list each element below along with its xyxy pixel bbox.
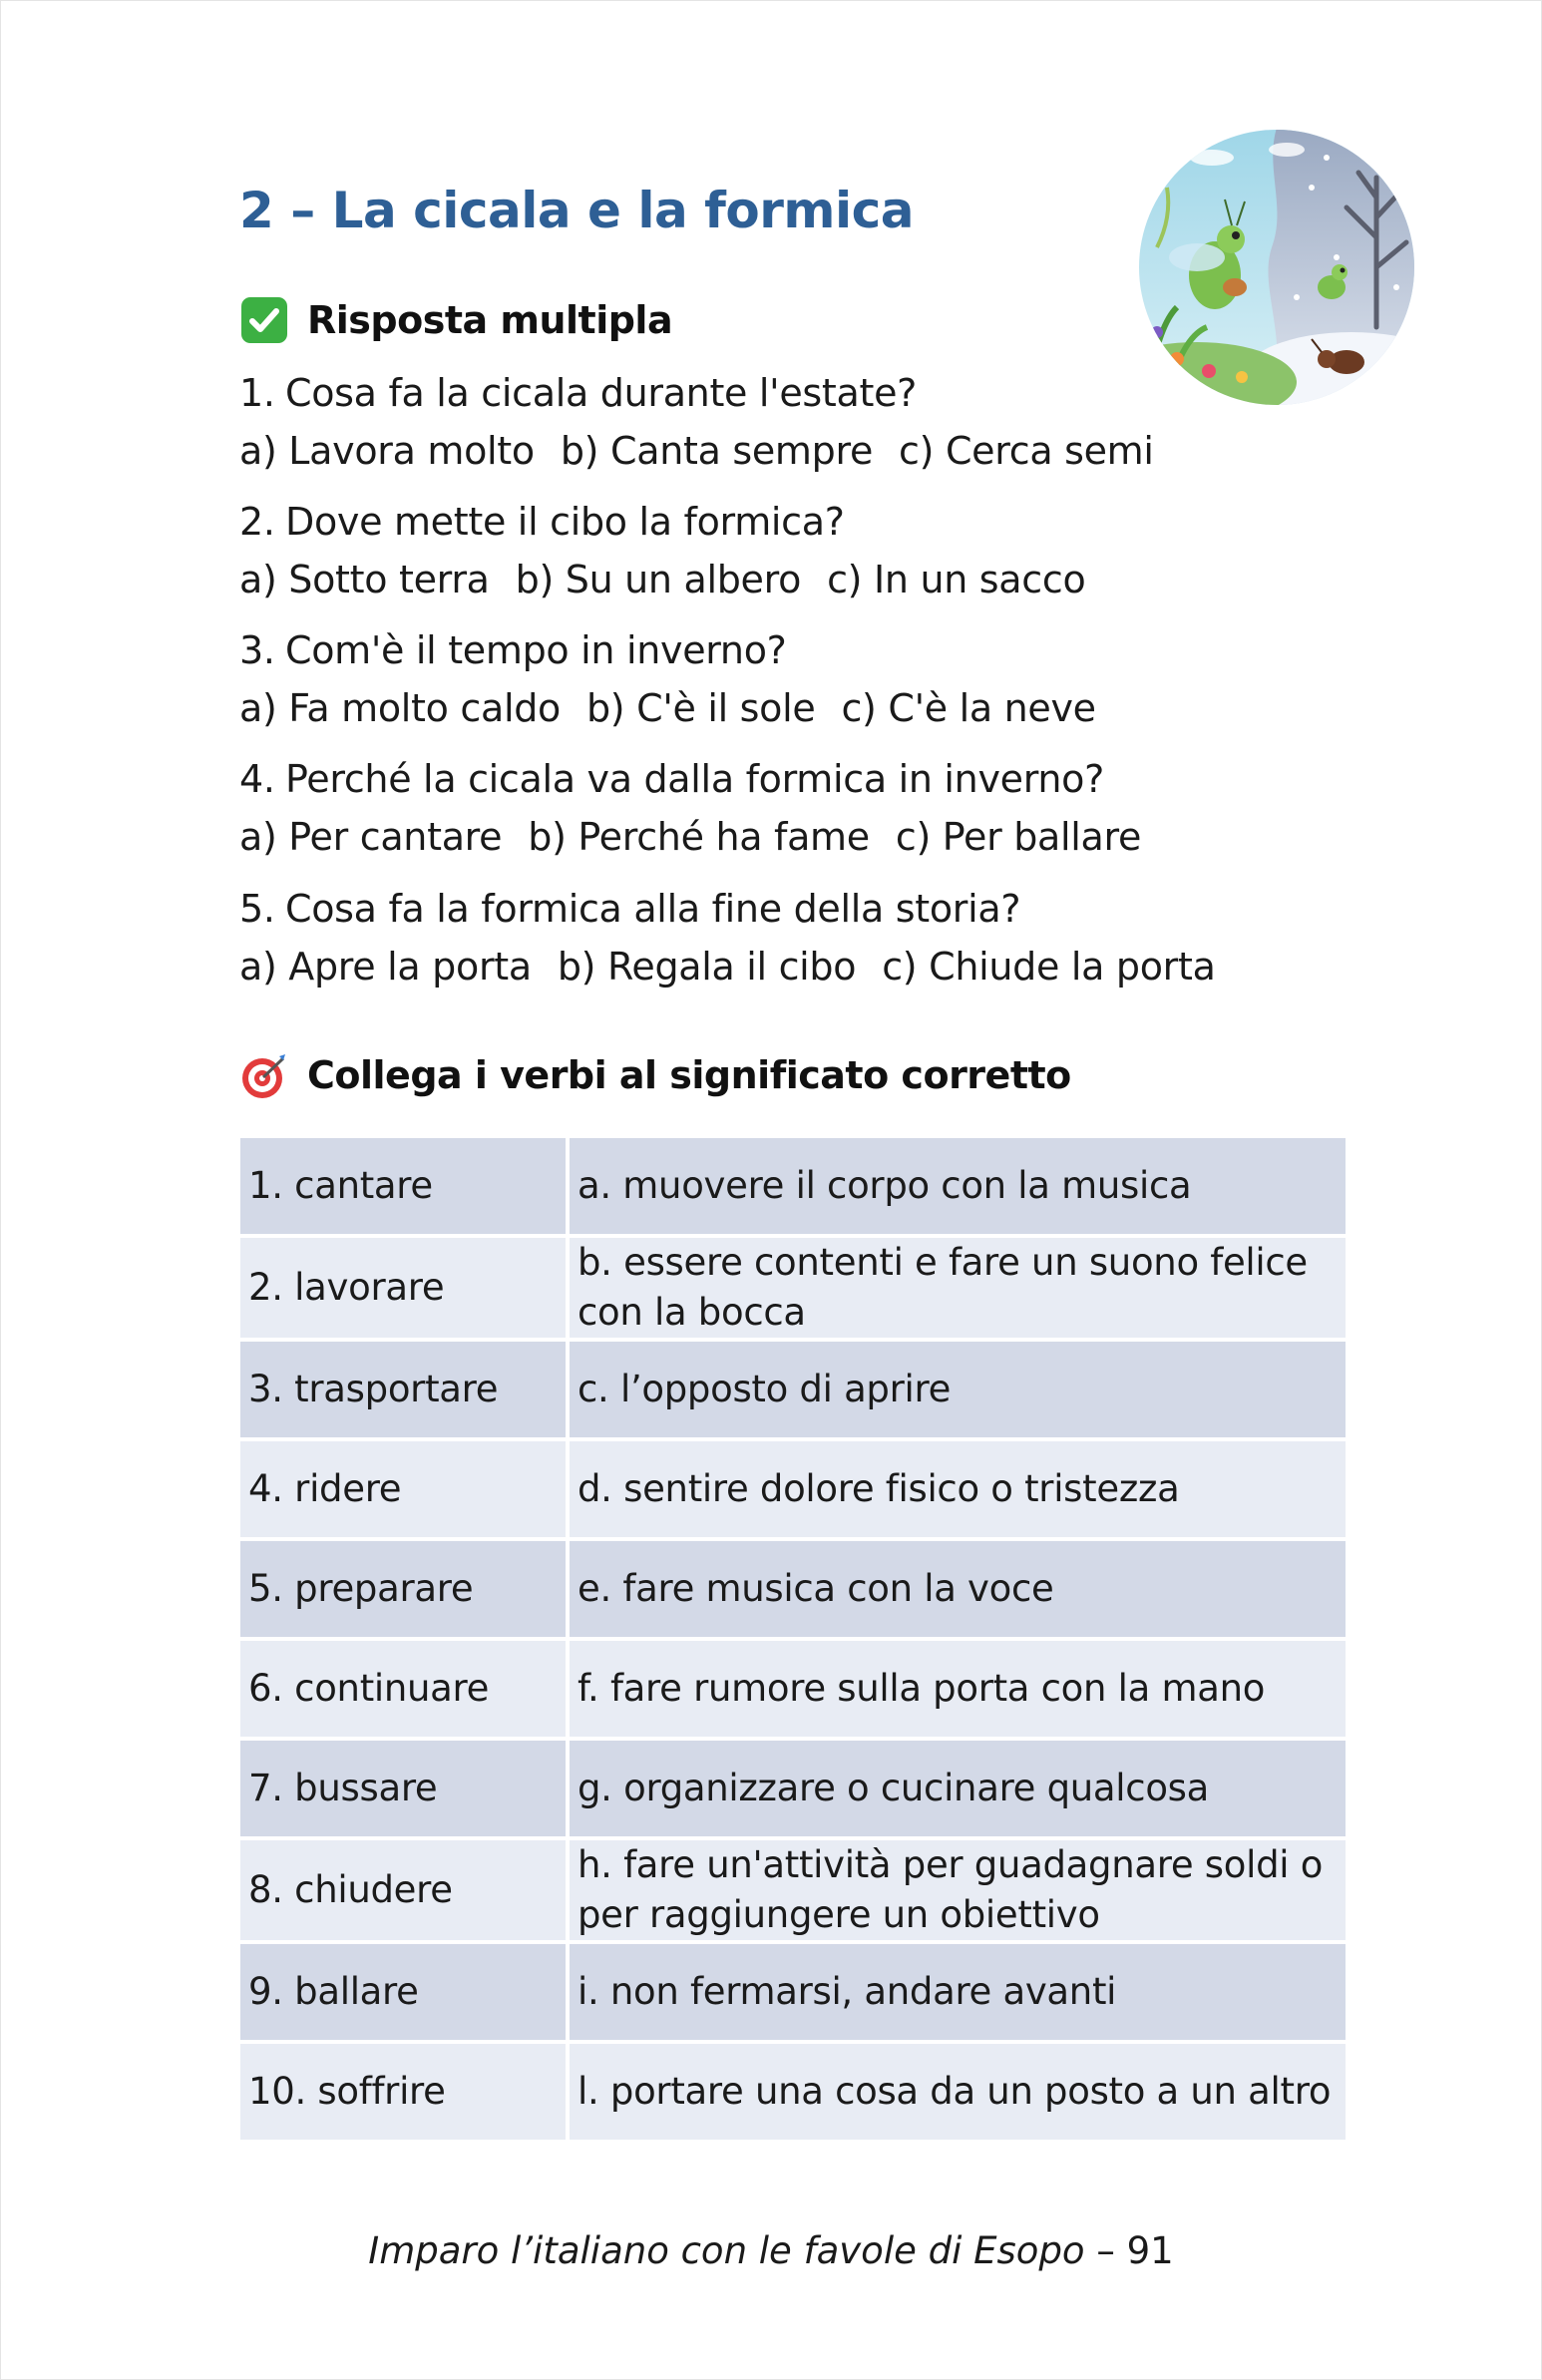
check-mark-button-icon — [239, 295, 289, 345]
option-b[interactable]: b) C'è il sole — [585, 686, 816, 730]
verb-cell: 1. cantare — [240, 1138, 566, 1234]
matching-heading — [239, 1050, 1071, 1100]
option-a[interactable]: a) Apre la porta — [239, 945, 532, 989]
verb-cell: 6. continuare — [240, 1641, 566, 1737]
question-text — [239, 371, 917, 415]
question-number: 1. — [239, 371, 275, 415]
question-label: Perché la cicala va dalla formica in inverno? — [285, 757, 1104, 801]
question-label: Cosa fa la cicala durante l'estate? — [285, 371, 918, 415]
option-b[interactable]: b) Su un albero — [515, 558, 802, 601]
option-b[interactable]: b) Perché ha fame — [528, 815, 870, 859]
option-a[interactable]: a) Sotto terra — [239, 558, 490, 601]
answer-options — [239, 815, 1167, 859]
meaning-cell: i. non fermarsi, andare avanti — [570, 1944, 1346, 2040]
question-number: 2. — [239, 500, 275, 544]
question-label: Com'è il tempo in inverno? — [285, 628, 787, 672]
verb-cell: 9. ballare — [240, 1944, 566, 2040]
meaning-cell: e. fare musica con la voce — [570, 1541, 1346, 1637]
verb-cell: 2. lavorare — [240, 1238, 566, 1338]
direct-hit-target-icon — [239, 1050, 289, 1100]
meaning-cell: d. sentire dolore fisico o tristezza — [570, 1441, 1346, 1537]
table-row — [240, 1238, 1346, 1338]
multiple-choice-heading — [239, 295, 672, 345]
meaning-cell: b. essere contenti e fare un suono felice con la bocca — [570, 1238, 1346, 1338]
meaning-cell: h. fare un'attività per guadagnare soldi o per raggiungere un obiettivo — [570, 1840, 1346, 1940]
multiple-choice-heading-label: Risposta multipla — [307, 298, 673, 342]
question-text — [239, 628, 787, 672]
table-row — [240, 1342, 1346, 1437]
matching-heading-label: Collega i verbi al significato corretto — [307, 1053, 1071, 1097]
table-row — [240, 1840, 1346, 1940]
verb-cell: 4. ridere — [240, 1441, 566, 1537]
meaning-cell: c. l’opposto di aprire — [570, 1342, 1346, 1437]
meaning-cell: g. organizzare o cucinare qualcosa — [570, 1741, 1346, 1836]
option-a[interactable]: a) Fa molto caldo — [239, 686, 561, 730]
question-label: Cosa fa la formica alla fine della storia? — [285, 887, 1021, 931]
option-a[interactable]: a) Per cantare — [239, 815, 503, 859]
option-c[interactable]: c) In un sacco — [827, 558, 1086, 601]
question-label: Dove mette il cibo la formica? — [285, 500, 845, 544]
verb-cell: 8. chiudere — [240, 1840, 566, 1940]
footer-book-title: Imparo l’italiano con le favole di Esopo — [368, 2229, 1085, 2272]
matching-table — [236, 1134, 1349, 2144]
page-footer — [0, 2229, 1542, 2272]
question-text — [239, 757, 1104, 801]
option-b[interactable]: b) Canta sempre — [560, 429, 874, 473]
option-c[interactable]: c) C'è la neve — [841, 686, 1096, 730]
table-row — [240, 2044, 1346, 2140]
answer-options — [239, 558, 1111, 601]
table-row — [240, 1441, 1346, 1537]
question-text — [239, 500, 845, 544]
page-title: 2 – La cicala e la formica — [239, 182, 915, 239]
meaning-cell: f. fare rumore sulla porta con la mano — [570, 1641, 1346, 1737]
question-number: 5. — [239, 887, 275, 931]
table-row — [240, 1641, 1346, 1737]
meaning-cell: l. portare una cosa da un posto a un altro — [570, 2044, 1346, 2140]
answer-options — [239, 429, 1180, 473]
table-row — [240, 1541, 1346, 1637]
answer-options — [239, 686, 1122, 730]
meaning-cell: a. muovere il corpo con la musica — [570, 1138, 1346, 1234]
verb-cell: 3. trasportare — [240, 1342, 566, 1437]
question-number: 4. — [239, 757, 275, 801]
footer-separator: – — [1096, 2229, 1115, 2272]
verb-cell: 10. soffrire — [240, 2044, 566, 2140]
table-row — [240, 1138, 1346, 1234]
option-a[interactable]: a) Lavora molto — [239, 429, 535, 473]
question-number: 3. — [239, 628, 275, 672]
table-row — [240, 1944, 1346, 2040]
page-number: 91 — [1126, 2229, 1174, 2272]
question-text — [239, 887, 1020, 931]
option-c[interactable]: c) Per ballare — [895, 815, 1142, 859]
answer-options — [239, 945, 1242, 989]
verb-cell: 7. bussare — [240, 1741, 566, 1836]
option-c[interactable]: c) Chiude la porta — [882, 945, 1216, 989]
option-c[interactable]: c) Cerca semi — [899, 429, 1154, 473]
verb-cell: 5. preparare — [240, 1541, 566, 1637]
option-b[interactable]: b) Regala il cibo — [557, 945, 857, 989]
cicada-ant-illustration — [1137, 128, 1416, 407]
table-row — [240, 1741, 1346, 1836]
